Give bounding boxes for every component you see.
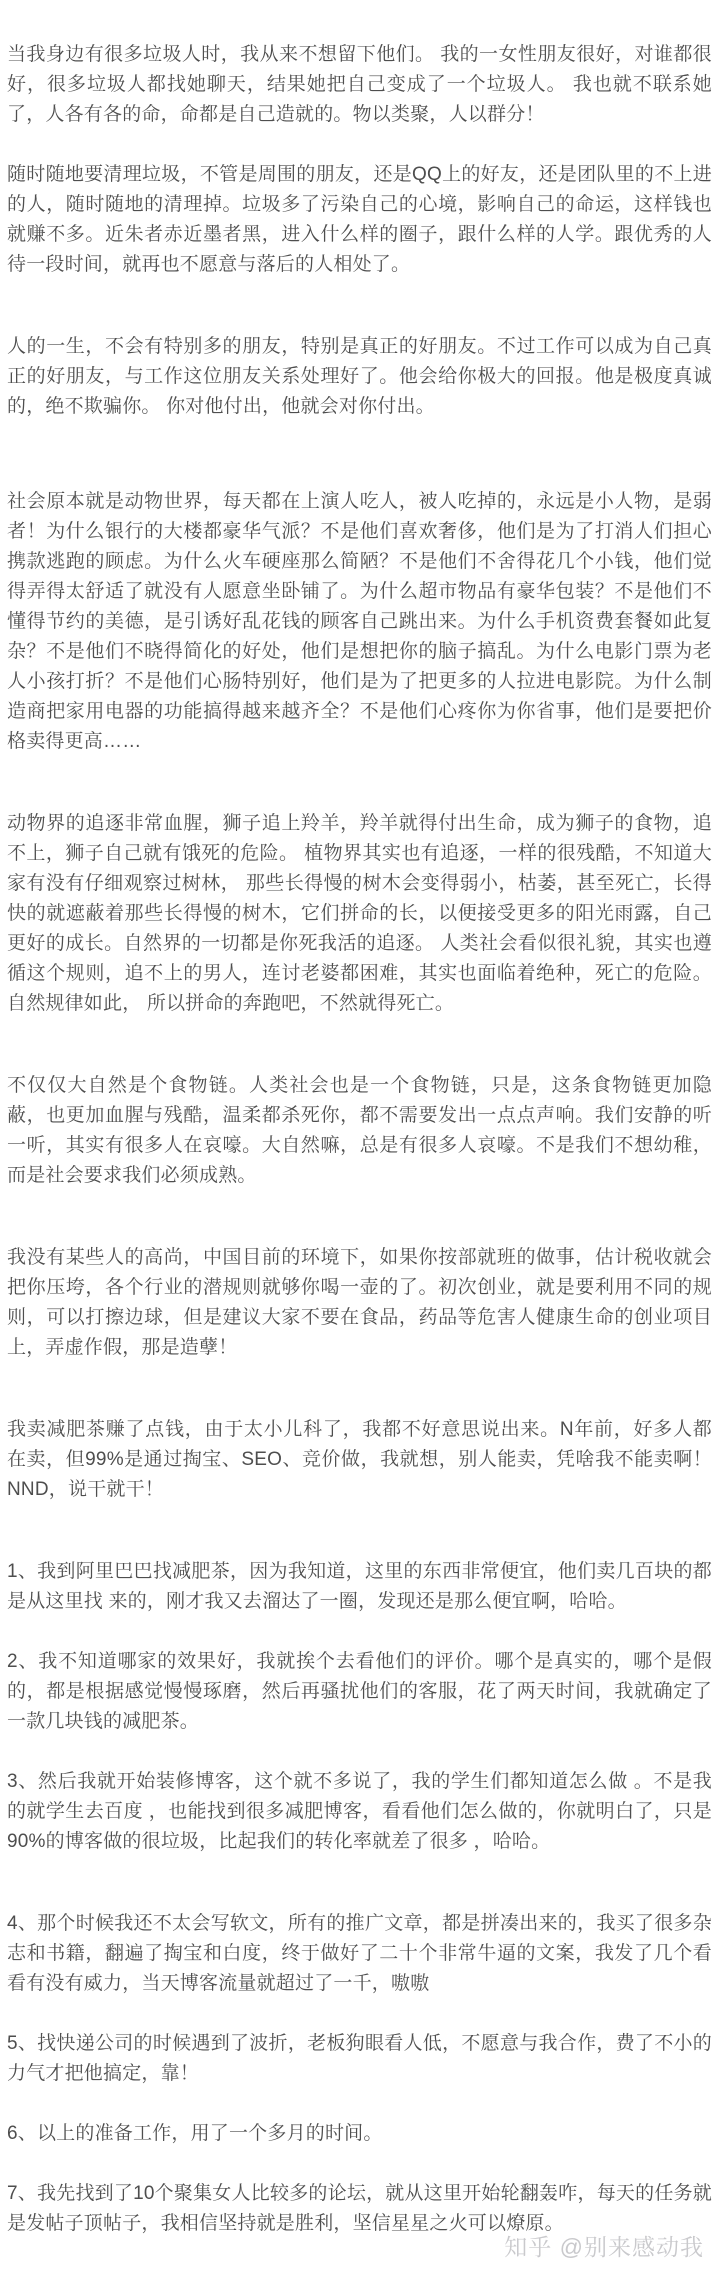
paragraph-intro: 当我身边有很多垃圾人时，我从来不想留下他们。 我的一女性朋友很好，对谁都很好，很多垃圾人都找她聊天，结果她把自己变成了一个垃圾人。 我也就不联系她了，人各有各的命，命都是自己造就的。物以类聚，人以群分！ xyxy=(7,44,712,125)
list-item-2: 2、我不知道哪家的效果好，我就挨个去看他们的评价。哪个是真实的，哪个是假的，都是根据感觉慢慢琢磨，然后再骚扰他们的客服，花了两天时间，我就确定了一款几块钱的减肥茶。 xyxy=(7,1651,712,1732)
list-item-6: 6、以上的准备工作，用了一个多月的时间。 xyxy=(7,2123,383,2144)
paragraph-food-chain: 不仅仅大自然是个食物链。人类社会也是一个食物链，只是，这条食物链更加隐蔽，也更加血腥与残酷，温柔都杀死你，都不需要发出一点点声响。我们安静的听一听，其实有很多人在哀嚎。大自然嘛，总是有很多人哀嚎。不是我们不想幼稚，而是社会要求我们必须成熟。 xyxy=(7,1075,712,1186)
list-item-4: 4、那个时候我还不太会写软文，所有的推广文章，都是拼凑出来的，我买了很多杂志和书籍，翻遍了掏宝和白度，终于做好了二十个非常牛逼的文案，我发了几个看看有没有威力，当天博客流量就超过了一千，嗷嗷 xyxy=(7,1913,712,1994)
paragraph-animal-world: 社会原本就是动物世界，每天都在上演人吃人，被人吃掉的，永远是小人物，是弱者！为什么银行的大楼都豪华气派？不是他们喜欢奢侈，他们是为了打消人们担心携款逃跑的顾虑。为什么火车硬座那么简陋？不是他们不舍得花几个小钱，他们觉得弄得太舒适了就没有人愿意坐卧铺了。为什么超市物品有豪华包装？不是他们不懂得节约的美德，是引诱好乱花钱的顾客自己跳出来。为什么手机资费套餐如此复杂？不是他们不晓得简化的好处，他们是想把你的脑子搞乱。为什么电影门票为老人小孩打折？不是他们心肠特别好，他们是为了把更多的人拉进电影院。为什么制造商把家用电器的功能搞得越来越齐全？不是他们心疼你为你省事，他们是要把价格卖得更高…… xyxy=(7,491,712,752)
list-item-3: 3、然后我就开始装修博客，这个就不多说了，我的学生们都知道怎么做 。不是我的就学生去百度 ，也能找到很多减肥博客，看看他们怎么做的，你就明白了，只是90%的博客做的很垃圾，比起我们的转化率就差了很多 ，哈哈。 xyxy=(7,1771,712,1852)
list-item-7: 7、我先找到了10个聚集女人比较多的论坛，就从这里开始轮翻轰咋，每天的任务就是发帖子顶帖子，我相信坚持就是胜利，坚信星星之火可以燎原。 xyxy=(7,2183,712,2234)
paragraph-diet-tea: 我卖减肥茶赚了点钱，由于太小儿科了，我都不好意思说出来。N年前，好多人都在卖，但99%是通过掏宝、SEO、竞价做，我就想，别人能卖，凭啥我不能卖啊！NND，说干就干！ xyxy=(7,1419,712,1500)
paragraph-clean-up: 随时随地要清理垃圾，不管是周围的朋友，还是QQ上的好友，还是团队里的不上进的人，随时随地的清理掉。垃圾多了污染自己的心境，影响自己的命运，这样钱也就赚不多。近朱者赤近墨者黑，进入什么样的圈子，跟什么样的人学。跟优秀的人待一段时间，就再也不愿意与落后的人相处了。 xyxy=(7,164,712,275)
article-body xyxy=(7,40,712,2239)
paragraph-friends: 人的一生，不会有特别多的朋友，特别是真正的好朋友。不过工作可以成为自己真正的好朋友，与工作这位朋友关系处理好了。他会给你极大的回报。他是极度真诚的，绝不欺骗你。 你对他付出，他就会对你付出。 xyxy=(7,336,712,417)
paragraph-chase: 动物界的追逐非常血腥，狮子追上羚羊，羚羊就得付出生命，成为狮子的食物，追不上，狮子自己就有饿死的危险。 植物界其实也有追逐，一样的很残酷，不知道大家有没有仔细观察过树林， 那些长得慢的树木会变得弱小，枯萎，甚至死亡，长得快的就遮蔽着那些长得慢的树木，它们拼命的长，以便接受更多的阳光雨露，自己更好的成长。自然界的一切都是你死我活的追逐。 人类社会看似很礼貌，其实也遵循这个规则，追不上的男人，连讨老婆都困难，其实也面临着绝种，死亡的危险。 自然规律如此， 所以拼命的奔跑吧，不然就得死亡。 xyxy=(7,813,712,1014)
list-item-5: 5、找快递公司的时候遇到了波折，老板狗眼看人低，不愿意与我合作，费了不小的力气才把他搞定，靠！ xyxy=(7,2033,712,2084)
zhihu-watermark: 知乎 @别来感动我 xyxy=(504,2234,704,2260)
list-item-1: 1、我到阿里巴巴找减肥茶，因为我知道，这里的东西非常便宜，他们卖几百块的都是从这里找 来的，刚才我又去溜达了一圈，发现还是那么便宜啊，哈哈。 xyxy=(7,1561,712,1612)
paragraph-rules: 我没有某些人的高尚，中国目前的环境下，如果你按部就班的做事，估计税收就会把你压垮，各个行业的潜规则就够你喝一壶的了。初次创业，就是要利用不同的规则，可以打擦边球，但是建议大家不要在食品，药品等危害人健康生命的创业项目上，弄虚作假，那是造孽！ xyxy=(7,1247,712,1358)
